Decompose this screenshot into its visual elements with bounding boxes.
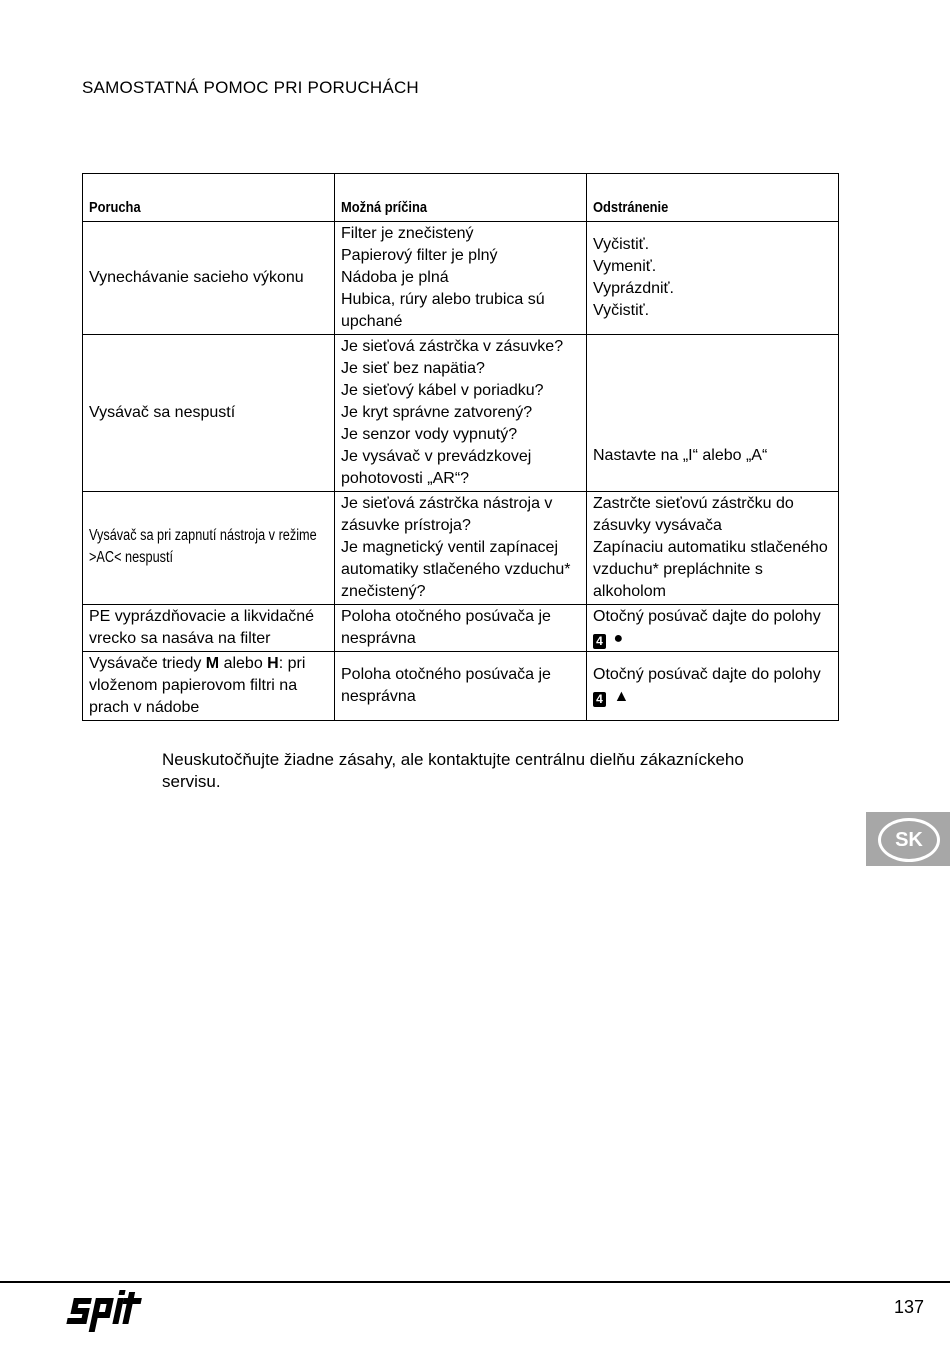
table-row (83, 605, 839, 652)
page-heading: SAMOSTATNÁ POMOC PRI PORUCHÁCH (82, 78, 419, 97)
page-number: 137 (893, 1297, 924, 1317)
cause-cell: Poloha otočného posúvača je nesprávna (335, 605, 587, 652)
triangle-symbol-icon: ▲ (613, 688, 630, 705)
table-row (83, 335, 839, 492)
cause-cell: Poloha otočného posúvača je nesprávna (335, 652, 587, 721)
circle-symbol-icon: ● (613, 630, 624, 647)
class-h: H (267, 655, 279, 672)
header-cause: Možná príčina (335, 174, 587, 222)
class-m: M (205, 655, 220, 672)
troubleshooting-table (82, 173, 839, 721)
fault-cell: Vysávač sa pri zapnutí nástroja v režime >AC< nespustí (83, 492, 335, 605)
fault-cell: PE vyprázdňovacie a likvidačné vrecko sa nasáva na filter (83, 605, 335, 652)
cause-cell: Je sieťová zástrčka v zásuvke? Je sieť bez napätia? Je sieťový kábel v poriadku? Je kryt správne zatvorený? Je senzor vody vypnutý? Je vysávač v prevádzkovej pohotovosti „AR“? (335, 335, 587, 492)
remedy-cell: Otočný posúvač dajte do polohy 4 ▲ (587, 652, 839, 721)
language-badge: SK (878, 818, 940, 862)
position-4-badge: 4 (593, 692, 606, 707)
footer-divider (0, 1281, 950, 1283)
fault-cell: Vysávače triedy M alebo H: pri vloženom papierovom filtri na prach v nádobe (83, 652, 335, 721)
remedy-cell: Nastavte na „I“ alebo „A“ (587, 335, 839, 492)
fault-cell: Vysávač sa nespustí (83, 335, 335, 492)
spit-logo-icon (62, 1288, 152, 1338)
spit-logo (62, 1288, 152, 1343)
cause-cell: Je sieťová zástrčka nástroja v zásuvke prístroja? Je magnetický ventil zapínacej automatiky stlačeného vzduchu* znečistený? (335, 492, 587, 605)
table-header-row (83, 174, 839, 222)
table-row (83, 652, 839, 721)
fault-cell: Vynechávanie sacieho výkonu (83, 222, 335, 335)
position-4-badge: 4 (593, 634, 606, 649)
table-row (83, 222, 839, 335)
header-remedy: Odstránenie (587, 174, 839, 222)
cause-cell: Filter je znečistený Papierový filter je plný Nádoba je plná Hubica, rúry alebo trubica sú upchané (335, 222, 587, 335)
table-row (83, 492, 839, 605)
header-fault: Porucha (83, 174, 335, 222)
service-note: Neuskutočňujte žiadne zásahy, ale kontaktujte centrálnu dielňu zákazníckeho servisu. (162, 750, 744, 791)
remedy-cell: Zastrčte sieťovú zástrčku do zásuvky vysávača Zapínaciu automatiku stlačeného vzduchu* prepláchnite s alkoholom (587, 492, 839, 605)
remedy-cell: Vyčistiť. Vymeniť. Vyprázdniť. Vyčistiť. (587, 222, 839, 335)
remedy-cell: Otočný posúvač dajte do polohy 4 ● (587, 605, 839, 652)
language-tab (866, 812, 950, 866)
